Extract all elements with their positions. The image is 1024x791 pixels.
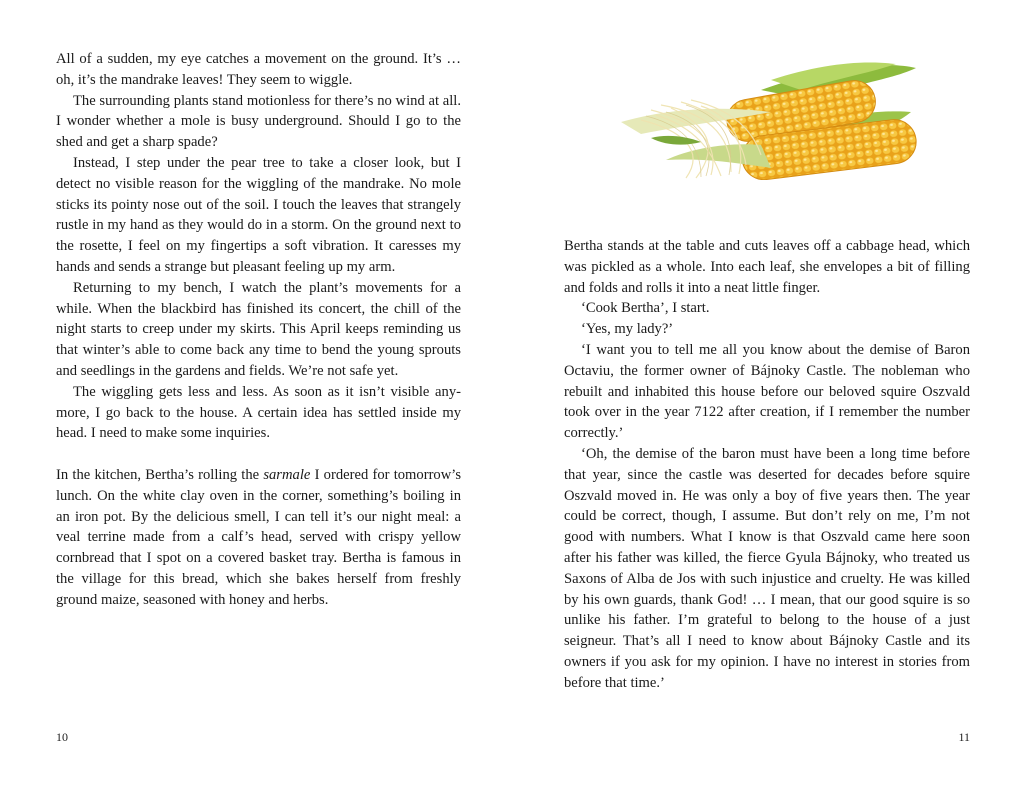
paragraph: All of a sudden, my eye catches a movement on the ground. It’s … oh, it’s the mandrake leaves! They seem to wiggle. <box>56 51 461 88</box>
text-run: I ordered for tomorrow’s lunch. On the white clay oven in the corner, something’s boiling in an iron pot. By the delicious smell, I can tell it’s our night meal: a veal terrine made from a calf’s head, served with crispy yellow cornbread that I spot on a covered basket tray. Bertha is famous in the village for this bread, which she bakes herself from freshly ground maize, seasoned with honey and herbs. <box>56 466 461 608</box>
italic-word: sarmale <box>263 466 311 483</box>
paragraph: ‘Cook Bertha’, I start. <box>581 300 710 317</box>
text-run: In the kitchen, Bertha’s rolling the <box>56 466 264 483</box>
paragraph: The surrounding plants stand motionless for there’s no wind at all. I wonder whether a mole is busy underground. Should I go to the shed and get a sharp spade? <box>56 92 461 151</box>
paragraph: Returning to my bench, I watch the plant’s movements for a while. When the blackbird has finished its concert, the chill of the night starts to creep under my skirts. This April keeps reminding us that winter’s able to come back any time to bend the young sprouts and seedlings in the gardens and fields. We’re not safe yet. <box>56 279 461 379</box>
paragraph: ‘Oh, the demise of the baron must have been a long time before that year, since the castle was deserted for decades before squire Oszvald moved in. He was only a boy of five years then. The year could be correct, though, I assume. But don’t rely on me, I’m not good with numbers. What I know is that Oszvald came here soon after his father was killed, the fierce Gyula Bájnoky, who treated us Saxons of Alba de Jos with such injustice and cruelty. He was killed by his own guards, thank God! … I mean, that our good squire is so unlike his father. I’m grateful to belong to the house of a just seigneur. That’s all I need to know about Bájnoky Castle and its owners if you ask for my opinion. I have no interest in stories from before that time.’ <box>564 445 970 691</box>
left-page-text <box>56 49 461 611</box>
page-number-right: 11 <box>958 730 970 744</box>
paragraph: Instead, I step under the pear tree to take a closer look, but I detect no visible reason for the wiggling of the mandrake. No mole sticks its pointy nose out of the soil. I touch the leaves that strangely rustle in my hand as they would do in a storm. On the ground next to the rosette, I feel on my fingertips a soft vibration. It caresses my hands and sends a strange but pleasant feeling up my arm. <box>56 154 461 275</box>
paragraph: ‘I want you to tell me all you know about the demise of Baron Octaviu, the former owner of Bájnoky Castle. The nobleman who rebuilt and inhabited this house before our beloved squire Oszvald took over in the year 7122 after creation, if I remember the number correctly.’ <box>564 341 970 442</box>
paragraph: ‘Yes, my lady?’ <box>581 321 674 338</box>
kitchen-paragraph <box>56 465 461 611</box>
right-page-text <box>564 236 970 694</box>
paragraph: Bertha stands at the table and cuts leaves off a cabbage head, which was pickled as a whole. Into each leaf, she envelopes a bit of filling and folds and rolls it into a neat little finger. <box>564 238 970 296</box>
paragraph: The wiggling gets less and less. As soon as it isn’t visible anymore, I go back to the house. A certain idea has settled inside my head. I need to make some inquiries. <box>56 383 461 442</box>
right-page <box>512 0 1024 791</box>
corn-cobs-illustration <box>611 50 921 180</box>
page-number-left: 10 <box>56 730 68 744</box>
